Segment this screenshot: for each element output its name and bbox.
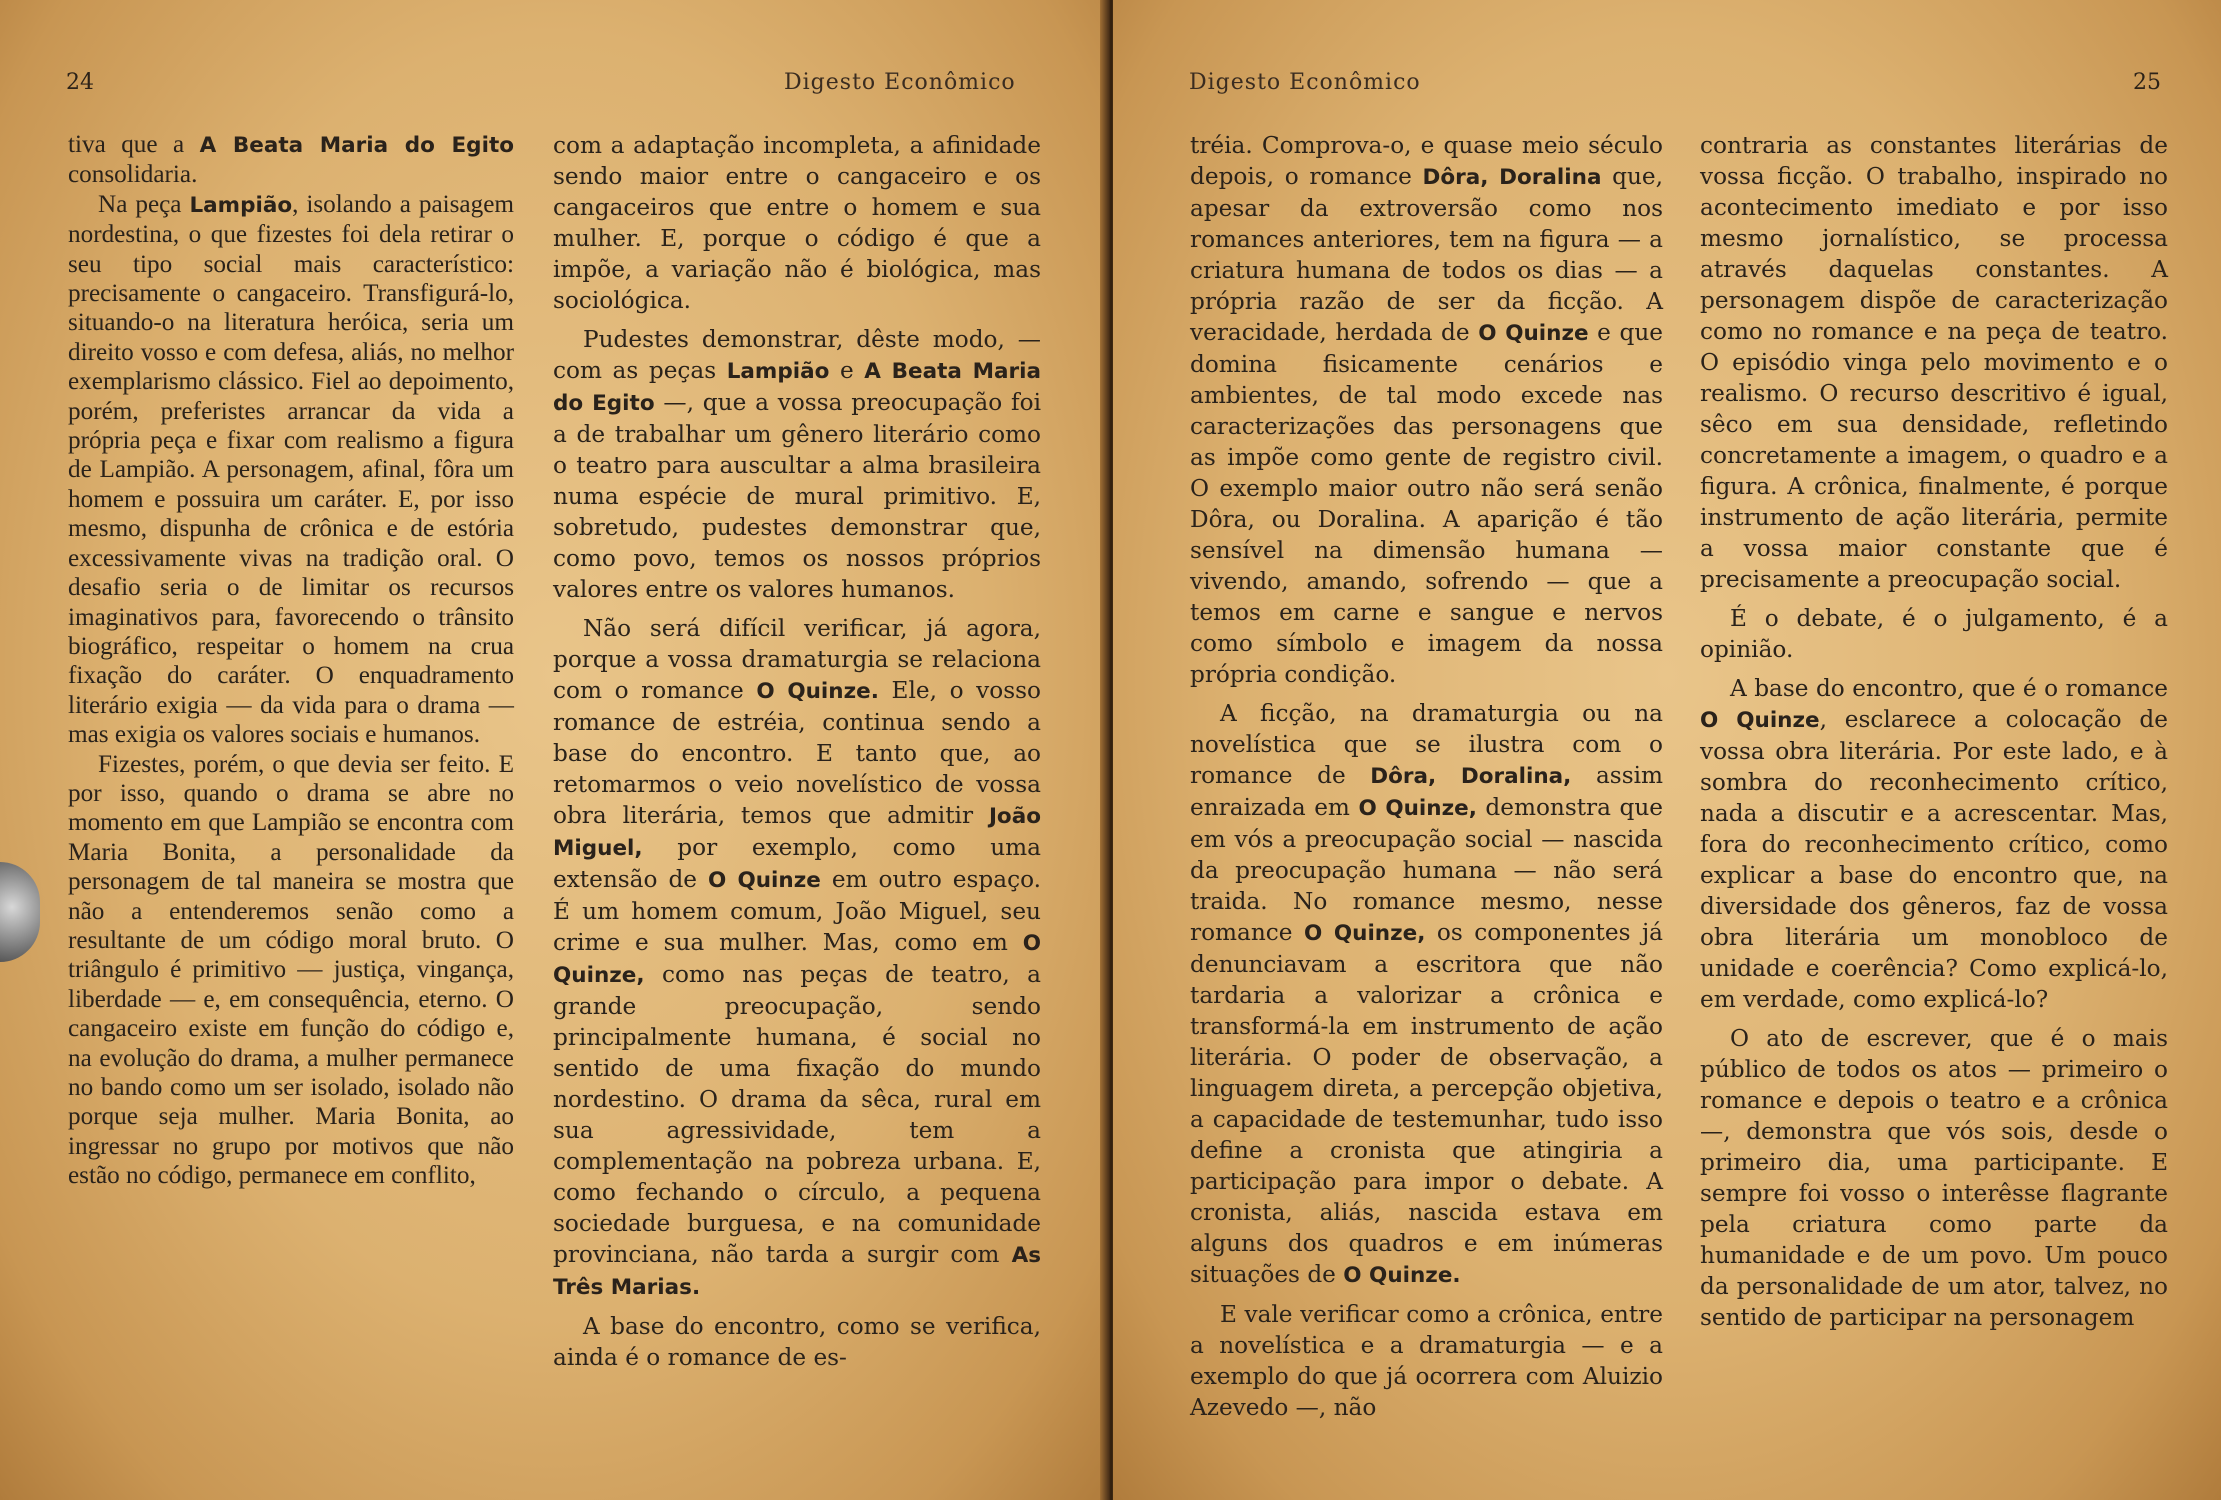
- title-reference: A Beata Maria do Egito: [553, 359, 1042, 416]
- title-reference: Dôra, Doralina: [1422, 165, 1602, 190]
- title-reference: O Quinze: [1700, 708, 1820, 733]
- title-reference: Dôra, Doralina,: [1370, 764, 1572, 789]
- right-page: [1113, 0, 2221, 1500]
- title-reference: O Quinze.: [756, 679, 879, 704]
- paragraph: A base do encontro, como se verifica, ainda é o romance de es-: [553, 1313, 1041, 1371]
- paragraph: com a adaptação incompleta, a afinidade sendo maior entre o cangaceiro e os cangaceiros que entre o homem e sua mulher. E, porque o código é que a impõe, a variação não é biológica, mas sociológica.: [553, 132, 1041, 314]
- paragraph: tiva que a A Beata Maria do Egito consolidaria.: [68, 131, 514, 189]
- paragraph: O ato de escrever, que é o mais público de todos os atos — primeiro o romance e depois o teatro e a crônica —, demonstra que vós sois, desde o primeiro dia, uma participante. E sempre foi vosso o interêsse flagrante pela criatura como parte da humanidade e de um povo. Um pouco da personalidade de um ator, talvez, no sentido de participar na personagem: [1700, 1025, 2168, 1331]
- left-page: [0, 0, 1107, 1500]
- paragraph: A base do encontro, que é o romance O Quinze, esclarece a colocação de vossa obra literária. Por este lado, e à sombra do reconhecimento crítico, nada a discutir e a acrescentar. Mas, fora do reconhecimento crítico, como explicar a base do encontro que, na diversidade dos gêneros, faz de vossa obra literária um monobloco de unidade e coerência? Como explicá-lo, em verdade, como explicá-lo?: [1700, 675, 2168, 1013]
- paragraph: contraria as constantes literárias de vossa ficção. O trabalho, inspirado no acontecimento imediato e por isso mesmo jornalístico, se processa através daquelas constantes. A personagem dispõe de caracterização como no romance e na peça de teatro. O episódio vinga pelo movimento e o realismo. O recurso descritivo é igual, sêco em sua densidade, refletindo concretamente a imagem, o quadro e a figura. A crônica, finalmente, é porque instrumento de ação literária, permite a vossa maior constante que é precisamente a preocupação social.: [1700, 132, 2168, 593]
- paragraph: Pudestes demonstrar, dêste modo, — com as peças Lampião e A Beata Maria do Egito —, que a vossa preocupação foi a de trabalhar um gênero literário como o teatro para auscultar a alma brasileira numa espécie de mural primitivo. E, sobretudo, pudestes demonstrar que, como povo, temos os nossos próprios valores entre os valores humanos.: [553, 326, 1042, 603]
- title-reference: As Três Marias.: [553, 1243, 1041, 1300]
- paragraph: Não será difícil verificar, já agora, porque a vossa dramaturgia se relaciona com o romance O Quinze. Ele, o vosso romance de estréia, continua sendo a base do encontro. E tanto que, ao retomarmos o veio novelístico de vossa obra literária, temos que admitir João Miguel, por exemplo, como uma extensão de O Quinze em outro espaço. É um homem comum, João Miguel, seu crime e sua mulher. Mas, como em O Quinze, como nas peças de teatro, a grande preocupação, sendo principalmente humana, é social no sentido de uma fixação do mundo nordestino. O drama da sêca, rural em sua agressividade, tem a complementação na pobreza urbana. E, como fechando o círculo, a pequena sociedade burguesa, e na comunidade provinciana, não tarda a surgir com As Três Marias.: [553, 615, 1042, 1300]
- running-head-right: Digesto Econômico: [1189, 70, 1421, 95]
- paragraph: É o debate, é o julgamento, é a opinião.: [1700, 605, 2168, 663]
- paragraph: tréia. Comprova-o, e quase meio século depois, o romance Dôra, Doralina que, apesar da extroversão como nos romances anteriores, tem na figura — a criatura humana de todos os dias — a própria razão de ser da ficção. A veracidade, herdada de O Quinze e que domina fisicamente cenários e ambientes, de tal modo excede nas caracterizações das personagens que as impõe como gente de registro civil. O exemplo maior outro não será senão Dôra, ou Doralina. A aparição é tão sensível na dimensão humana — vivendo, amando, sofrendo — que a temos em carne e sangue e nervos como símbolo e imagem da nossa própria condição.: [1190, 132, 1663, 688]
- title-reference: Lampião: [189, 192, 293, 218]
- title-reference: O Quinze: [708, 868, 821, 893]
- paragraph: Fizestes, porém, o que devia ser feito. E por isso, quando o drama se abre no momento em que Lampião se encontra com Maria Bonita, a personalidade da personagem de tal maneira se mostra que não a entenderemos senão como a resultante de um código moral bruto. O triângulo é primitivo — justiça, vingança, liberdade — e, em consequência, eterno. O cangaceiro existe em função do código e, na evolução do drama, a mulher permanece no bando como um ser isolado, isolado não porque seja mulher. Maria Bonita, ao ingressar no grupo por motivos que não estão no código, permanece em conflito,: [68, 750, 514, 1190]
- title-reference: O Quinze,: [1303, 921, 1426, 946]
- title-reference: A Beata Maria do Egito: [199, 133, 514, 158]
- paragraph: E vale verificar como a crônica, entre a novelística e a dramaturgia — e a exemplo do que já ocorrera com Aluizio Azevedo —, não: [1190, 1301, 1663, 1421]
- page-number-right: 25: [2133, 70, 2161, 95]
- page-number-left: 24: [66, 70, 94, 95]
- column-3: [1190, 130, 1663, 1423]
- column-4: [1700, 130, 2168, 1333]
- title-reference: O Quinze,: [553, 931, 1041, 988]
- title-reference: Lampião: [726, 359, 830, 384]
- running-head-left: Digesto Econômico: [784, 70, 1016, 95]
- title-reference: João Miguel,: [553, 804, 1041, 861]
- paragraph: A ficção, na dramaturgia ou na novelística que se ilustra com o romance de Dôra, Doralina, assim enraizada em O Quinze, demonstra que em vós a preocupação social — nascida da preocupação humana — não será traida. No romance mesmo, nesse romance O Quinze, os componentes já denunciavam a escritora que não tardaria a valorizar a crônica e transformá-la em instrumento de ação literária. O poder de observação, a linguagem direta, a percepção objetiva, a capacidade de testemunhar, tudo isso define a cronista que atingiria a participação para impor o debate. A cronista, aliás, nascida estava em alguns dos quadros e em inúmeras situações de O Quinze.: [1190, 700, 1663, 1288]
- paragraph: Na peça Lampião, isolando a paisagem nordestina, o que fizestes foi dela retirar o seu tipo social mais característico: precisamente o cangaceiro. Transfigurá-lo, situando-o na literatura heróica, seria um direito vosso e com defesa, aliás, no melhor exemplarismo clássico. Fiel ao depoimento, porém, preferistes arrancar da vida a própria peça e fixar com realismo a figura de Lampião. A personagem, afinal, fôra um homem e possuira um caráter. E, por isso mesmo, dispunha de crônica e de estória excessivamente vivas na tradição oral. O desafio seria o de limitar os recursos imaginativos para, favorecendo o trânsito biográfico, respeitar o homem na crua fixação do caráter. O enquadramento literário exigia — da vida para o drama — mas exigia os valores sociais e humanos.: [68, 190, 514, 749]
- title-reference: O Quinze.: [1343, 1263, 1461, 1288]
- title-reference: O Quinze: [1478, 321, 1589, 346]
- column-1: [68, 130, 514, 1191]
- binder-clasp: [0, 862, 40, 962]
- column-2: [553, 130, 1041, 1373]
- title-reference: O Quinze,: [1358, 796, 1477, 821]
